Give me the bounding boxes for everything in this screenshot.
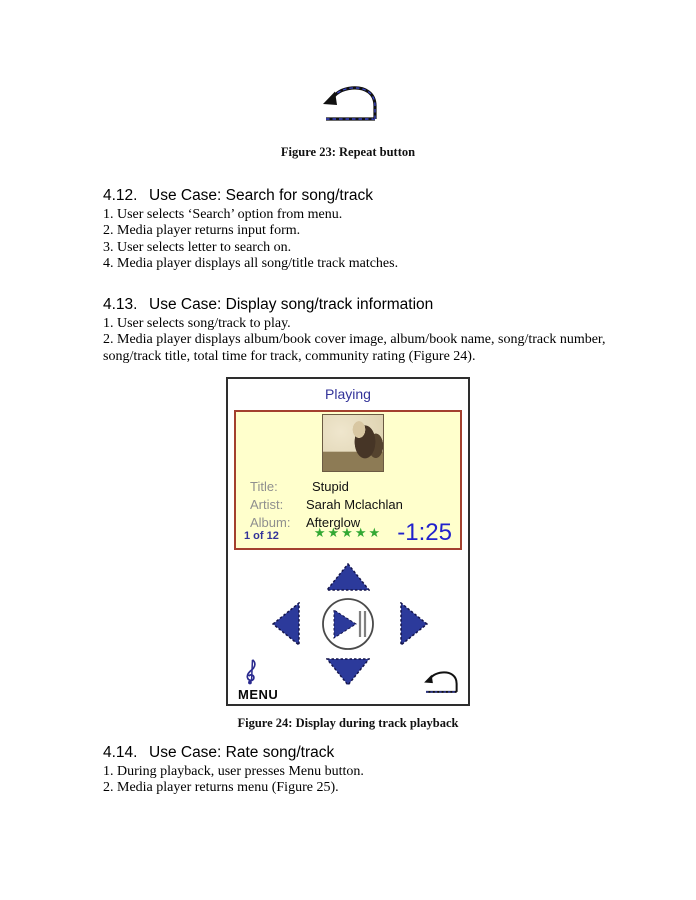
left-arrow-icon [272, 602, 300, 646]
figure24-caption: Figure 24: Display during track playback [237, 716, 459, 730]
section-title: Use Case: Search for song/track [149, 187, 373, 204]
use-case-step: 4. Media player displays all song/title track matches. [103, 256, 399, 272]
left-arrow-button[interactable] [272, 602, 300, 651]
player-screen-title: Playing [325, 386, 371, 402]
now-playing-panel [234, 410, 462, 550]
use-case-step: 2. Media player returns menu (Figure 25). [103, 780, 339, 796]
use-case-step: 1. User selects ‘Search’ option from menu. [103, 207, 343, 222]
down-arrow-icon [326, 658, 370, 686]
section-heading [103, 187, 611, 204]
artist-value: Sarah Mclachlan [306, 497, 403, 512]
menu-button-label: MENU [238, 687, 279, 702]
status-row [242, 519, 454, 545]
figure23-caption: Figure 23: Repeat button [280, 145, 416, 159]
album-value: Afterglow [306, 515, 361, 530]
up-arrow-icon [326, 563, 370, 591]
artist-label: Artist: [250, 497, 284, 512]
section-heading [103, 744, 611, 761]
section-number: 4.12. [103, 187, 138, 204]
time-remaining: -1:25 [397, 519, 452, 546]
treble-clef-icon [244, 658, 260, 686]
section-number: 4.14. [103, 744, 138, 761]
section-number: 4.13. [103, 296, 138, 313]
track-position: 1 of 12 [244, 530, 279, 542]
section-heading [103, 296, 611, 313]
up-arrow-button[interactable] [326, 563, 370, 596]
play-pause-button[interactable] [321, 597, 375, 656]
track-artist-row [250, 496, 450, 514]
section-4-13 [103, 296, 611, 365]
right-arrow-icon [400, 602, 428, 646]
use-case-step: 2. Media player returns input form. [103, 223, 301, 239]
title-label: Title: [250, 479, 278, 494]
menu-button[interactable] [238, 658, 290, 704]
repeat-button[interactable] [421, 669, 461, 701]
section-4-12 [103, 187, 611, 273]
repeat-arrow-icon [421, 669, 461, 696]
right-arrow-button[interactable] [400, 602, 428, 651]
down-arrow-button[interactable] [326, 658, 370, 691]
rating-stars: ★★★★★ [313, 525, 383, 540]
play-pause-icon [321, 597, 375, 651]
repeat-arrow-icon [318, 83, 382, 123]
album-label: Album: [250, 515, 291, 530]
section-4-14 [103, 744, 611, 797]
media-player-mockup [226, 377, 470, 706]
use-case-step: 2. Media player displays album/book cover image, album/book name, song/track number, song/track title, total time for track, community rating (Figure 24). [103, 332, 606, 364]
use-case-step: 1. During playback, user presses Menu button. [103, 764, 364, 779]
section-title: Use Case: Display song/track information [149, 296, 434, 313]
album-art-image [322, 414, 384, 472]
use-case-step: 1. User selects song/track to play. [103, 316, 291, 331]
section-title: Use Case: Rate song/track [149, 744, 335, 761]
title-value: Stupid [312, 479, 349, 494]
use-case-step: 3. User selects letter to search on. [103, 239, 292, 255]
track-title-row [250, 478, 450, 496]
